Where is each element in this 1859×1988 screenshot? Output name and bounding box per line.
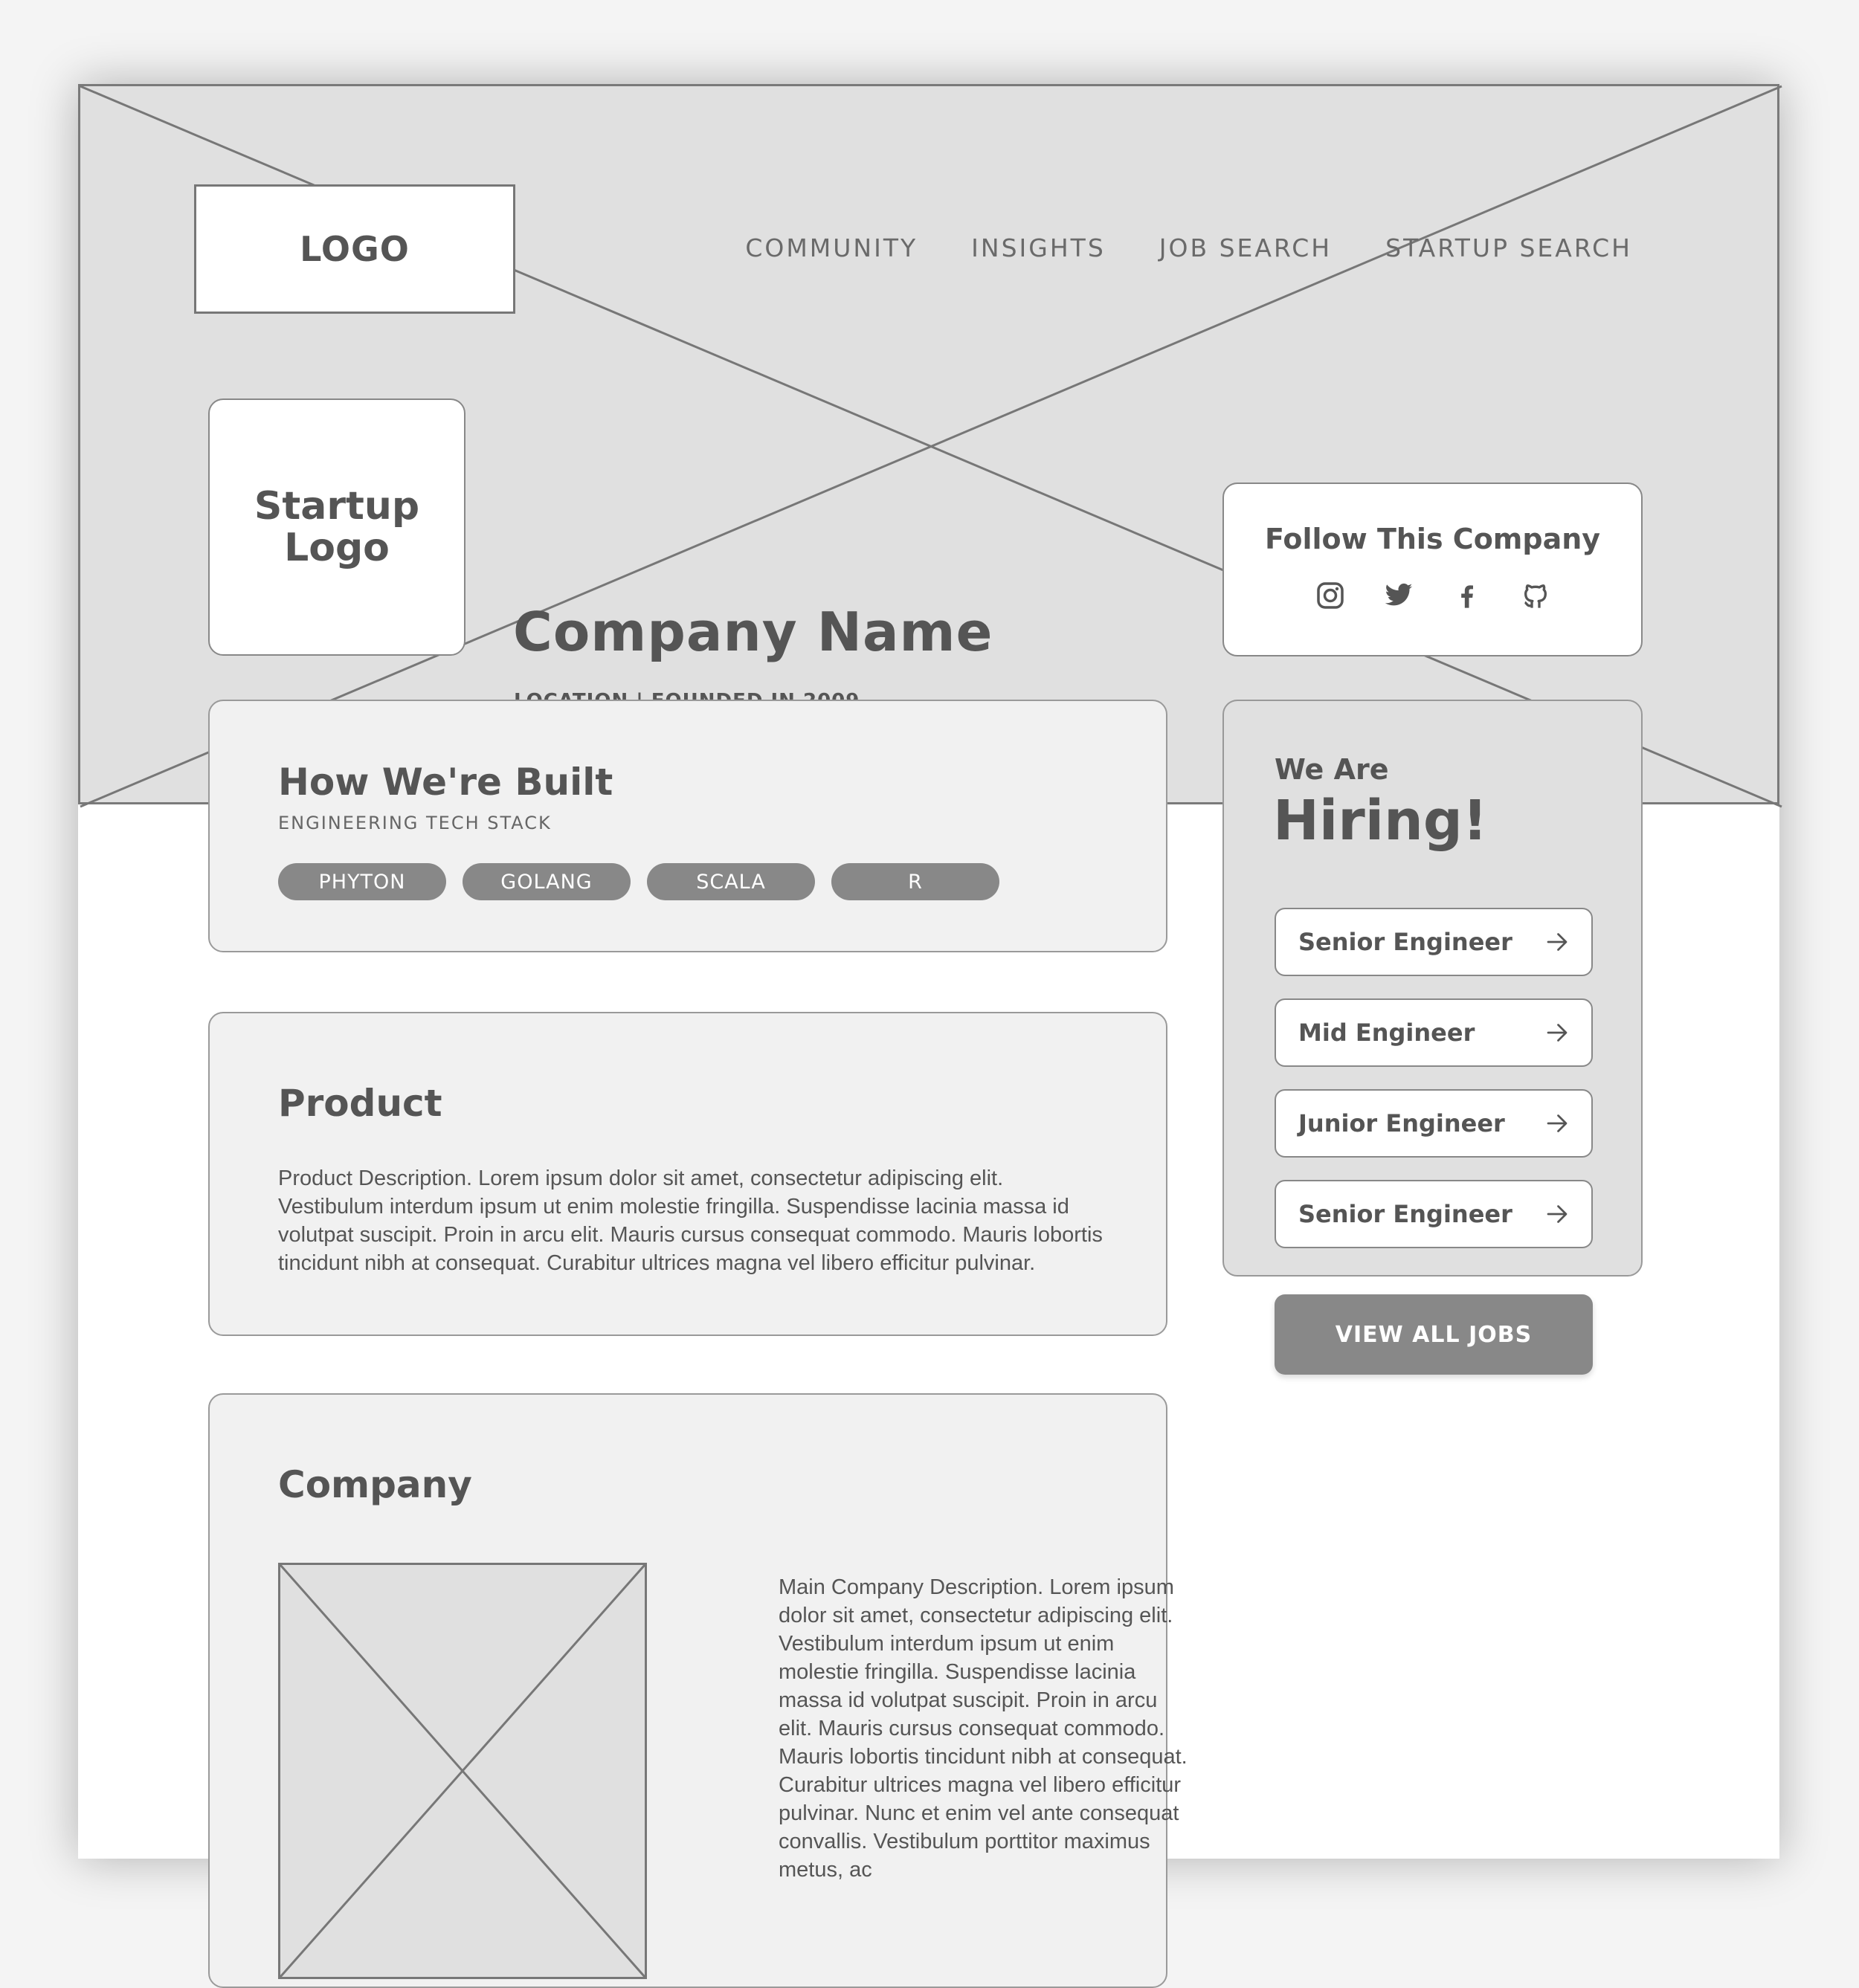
job-title: Senior Engineer: [1298, 1200, 1512, 1228]
github-icon[interactable]: [1521, 581, 1550, 610]
job-item[interactable]: [1275, 998, 1593, 1067]
tech-stack-card: [208, 700, 1167, 952]
product-card: [208, 1012, 1167, 1336]
twitter-icon[interactable]: [1384, 581, 1414, 610]
tech-tag[interactable]: GOLANG: [463, 863, 631, 900]
job-title: Mid Engineer: [1298, 1019, 1475, 1047]
company-image-placeholder: [278, 1563, 647, 1979]
job-list: [1275, 908, 1593, 1271]
company-name: Company Name: [513, 601, 993, 663]
social-links: [1224, 581, 1641, 610]
company-title: Company: [278, 1463, 472, 1506]
hiring-card: [1222, 700, 1643, 1348]
arrow-right-icon: [1544, 1201, 1570, 1227]
follow-title: Follow This Company: [1264, 523, 1601, 555]
job-item[interactable]: [1275, 1089, 1593, 1158]
nav-community[interactable]: COMMUNITY: [745, 233, 918, 262]
tech-tag[interactable]: R: [831, 863, 999, 900]
tech-stack-title: How We're Built: [278, 761, 613, 804]
job-item[interactable]: [1275, 1180, 1593, 1248]
job-item[interactable]: [1275, 908, 1593, 976]
tech-tags: [278, 863, 999, 900]
instagram-icon[interactable]: [1315, 581, 1345, 610]
nav-insights[interactable]: INSIGHTS: [971, 233, 1106, 262]
image-placeholder-icon: [280, 1565, 645, 1977]
tech-stack-subtitle: ENGINEERING TECH STACK: [278, 813, 552, 833]
product-title: Product: [278, 1082, 442, 1125]
view-all-jobs-button[interactable]: VIEW ALL JOBS: [1275, 1294, 1593, 1375]
hiring-title: Hiring!: [1273, 789, 1488, 853]
startup-logo-line2: Logo: [284, 526, 390, 570]
tech-tag[interactable]: PHYTON: [278, 863, 446, 900]
nav-job-search[interactable]: JOB SEARCH: [1159, 233, 1333, 262]
company-card: [208, 1393, 1188, 1988]
follow-company-card: [1222, 483, 1643, 656]
arrow-right-icon: [1544, 1110, 1570, 1137]
arrow-right-icon: [1544, 929, 1570, 955]
arrow-right-icon: [1544, 1019, 1570, 1046]
site-logo[interactable]: LOGO: [194, 184, 515, 314]
product-description: Product Description. Lorem ipsum dolor sit amet, consectetur adipiscing elit. Vestibulum interdum ipsum ut enim molestie fringilla. Suspendisse lacinia massa id volutpat suscipit. Proin in arcu elit. Mauris cursus consequat commodo. Mauris lobortis tincidunt nibh at consequat. Curabitur ultrices magna vel libero efficitur pulvinar.: [278, 1166, 1103, 1275]
hiring-pre-title: We Are: [1275, 753, 1389, 786]
main-nav: [745, 233, 1632, 262]
nav-startup-search[interactable]: STARTUP SEARCH: [1385, 233, 1632, 262]
facebook-icon[interactable]: [1452, 581, 1482, 610]
tech-tag[interactable]: SCALA: [647, 863, 815, 900]
page: [78, 84, 1779, 1882]
company-description: Main Company Description. Lorem ipsum dolor sit amet, consectetur adipiscing elit. Vestibulum interdum ipsum ut enim molestie fringilla. Suspendisse lacinia massa id volutpat suscipit. Proin in arcu elit. Mauris cursus consequat commodo. Mauris lobortis tincidunt nibh at consequat. Curabitur ultrices magna vel libero efficitur pulvinar. Nunc et enim vel ante consequat convallis. Vestibulum porttitor maximus metus, ac: [779, 1575, 1188, 1882]
startup-logo: [208, 398, 465, 656]
job-title: Junior Engineer: [1298, 1109, 1505, 1137]
startup-logo-line1: Startup: [254, 484, 420, 529]
job-title: Senior Engineer: [1298, 928, 1512, 956]
